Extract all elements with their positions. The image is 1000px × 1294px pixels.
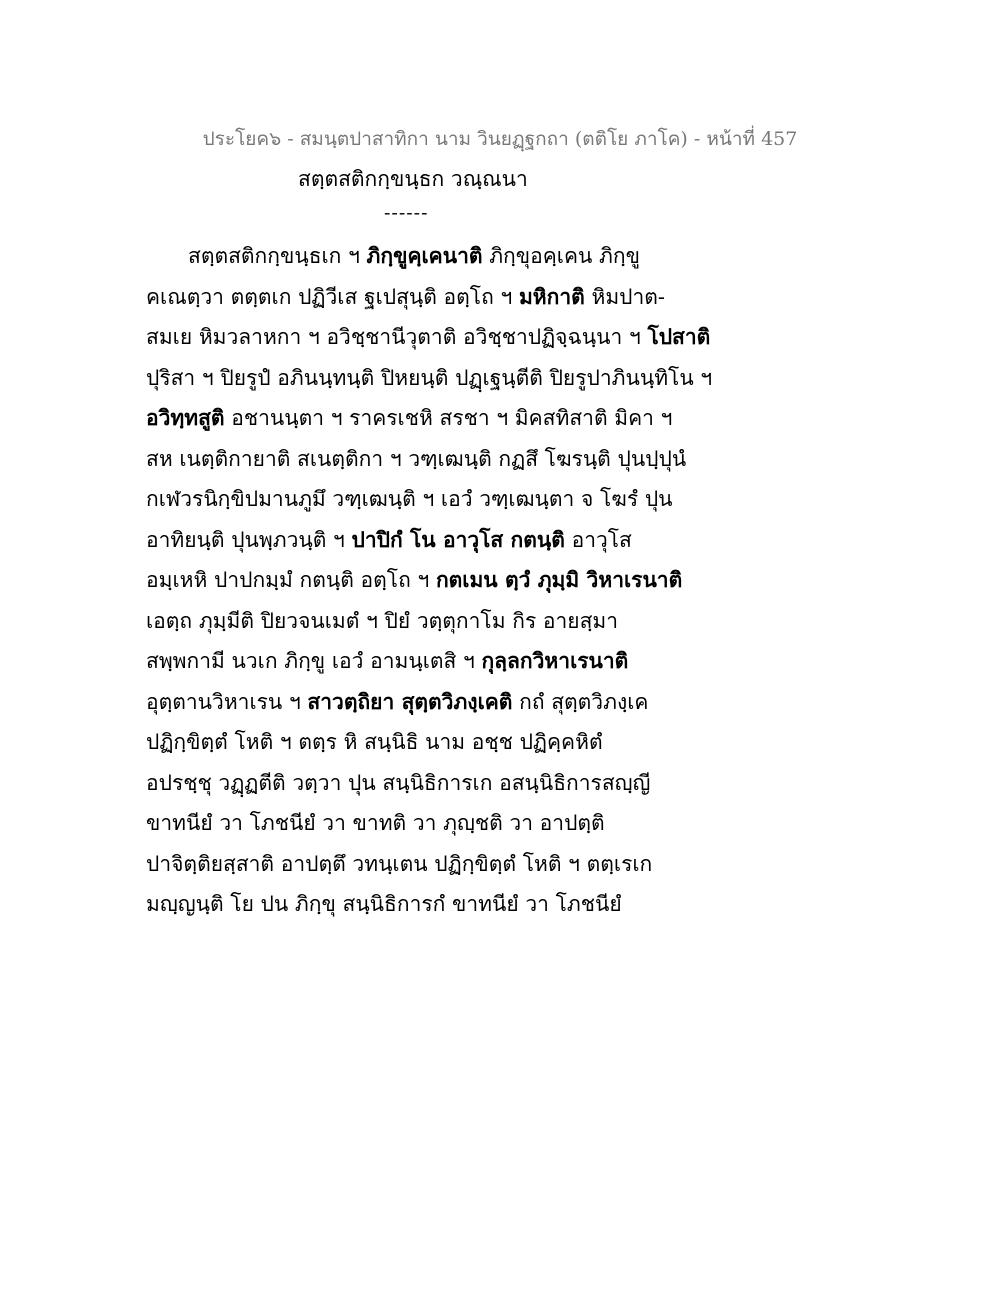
text-run: ภิกฺขุอคฺเคน ภิกฺขู xyxy=(482,244,640,268)
text-run: กเฬวรนิกฺขิปมานภูมึ วฑฺเฒนฺติ ฯ เอวํ วฑฺเฒนฺตา จ โฆรํ ปุน xyxy=(146,487,673,511)
text-run: อปรชฺชุ วฏฺฏตีติ วตฺวา ปุน สนฺนิธิการเก อสนฺนิธิการสญฺญี xyxy=(146,770,651,795)
text-run: สตฺตสติกกฺขนฺธเก ฯ xyxy=(188,244,367,268)
text-run: อุตฺตานวิหาเรน ฯ xyxy=(146,689,308,714)
section-title: สตฺตสติกกฺขนฺธก วณฺณนา xyxy=(298,167,528,191)
text-line xyxy=(146,479,866,520)
text-run: หิมปาต- xyxy=(584,284,666,309)
text-line xyxy=(146,601,866,642)
bold-term: อวิทฺทสูติ xyxy=(146,405,225,430)
text-line xyxy=(146,641,866,682)
text-run: ขาทนียํ วา โภชนียํ วา ขาทติ วา ภุญฺชติ วา อาปตฺติ xyxy=(146,811,605,835)
text-run: ปฏิกฺขิตฺตํ โหติ ฯ ตตฺร หิ สนฺนิธิ นาม อชฺช ปฏิคฺคหิตํ xyxy=(146,730,603,754)
running-header xyxy=(0,124,1000,154)
text-line xyxy=(146,884,866,925)
body-text xyxy=(146,236,866,925)
text-line xyxy=(146,844,866,885)
text-line xyxy=(146,277,866,318)
text-run: อาวุโส xyxy=(564,527,632,552)
text-line xyxy=(146,236,866,277)
text-run: คเณตฺวา ตตฺตเก ปฏิวีเส ฐเปสุนฺติ อตฺโถ ฯ xyxy=(146,284,519,309)
bold-term: ภิกฺขูคฺเคนาติ xyxy=(366,243,483,268)
text-run: กถํ สุตฺตวิภงฺเค xyxy=(512,689,649,714)
text-run: สพฺพกามี นวเก ภิกฺขู เอวํ อามนฺเตสิ ฯ xyxy=(146,649,482,673)
text-run: อาทิยนฺติ ปุนพฺภวนฺติ ฯ xyxy=(146,527,352,552)
text-line xyxy=(146,763,866,804)
text-line xyxy=(146,722,866,763)
bold-term: ปาปิกํ โน อาวุโส กตนฺติ xyxy=(351,526,565,552)
text-run: ปุริสา ฯ ปิยรูปํ อภินนฺทนฺติ ปิหยนฺติ ปฏฺเฐนฺตีติ ปิยรูปาภินนฺทิโน ฯ xyxy=(146,365,713,390)
bold-term: โปสาติ xyxy=(647,324,711,349)
bold-term: กุลฺลกวิหาเรนาติ xyxy=(481,648,629,673)
text-run: ปาจิตฺติยสฺสาติ อาปตฺตึ วทนฺเตน ปฏิกฺขิตฺตํ โหติ ฯ ตตฺเรเก xyxy=(146,851,653,876)
text-run: เอตฺถ ภุมฺมีติ ปิยวจนเมตํ ฯ ปิยํ วตฺตุกาโม กิร อายสฺมา xyxy=(146,608,619,633)
text-line xyxy=(146,398,866,439)
text-run: อชานนฺตา ฯ ราครเชหิ สรชา ฯ มิคสทิสาติ มิคา ฯ xyxy=(224,406,673,430)
text-run: มญฺญนฺติ โย ปน ภิกฺขุ สนฺนิธิการกํ ขาทนียํ วา โภชนียํ xyxy=(146,892,622,916)
running-header-text: ประโยค๖ - สมนฺตปาสาทิกา นาม วินยฏฺฐกถา (ตติโย ภาโค) - หน้าที่ 457 xyxy=(202,128,798,150)
section-divider: ------ xyxy=(384,202,429,224)
text-line xyxy=(146,317,866,358)
text-line xyxy=(146,439,866,480)
text-run: สมเย หิมวลาหกา ฯ อวิชฺชานีวุตาติ อวิชฺชาปฏิจฺฉนฺนา ฯ xyxy=(146,325,648,349)
text-run: อมฺเหหิ ปาปกมฺมํ กตนฺติ อตฺโถ ฯ xyxy=(146,568,436,592)
text-line xyxy=(146,520,866,561)
bold-term: มหิกาติ xyxy=(518,283,585,309)
text-line xyxy=(146,560,866,601)
bold-term: สาวตฺถิยา สุตฺตวิภงฺเคติ xyxy=(307,688,513,714)
text-line xyxy=(146,682,866,723)
text-line xyxy=(146,358,866,399)
text-run: สห เนตฺติกายาติ สเนตฺติกา ฯ วฑฺเฒนฺติ กฏสึ โฆรนฺติ ปุนปฺปุนํ xyxy=(146,446,687,471)
text-line xyxy=(146,803,866,844)
bold-term: กตเมน ตฺวํ ภุมฺมิ วิหาเรนาติ xyxy=(435,567,683,592)
